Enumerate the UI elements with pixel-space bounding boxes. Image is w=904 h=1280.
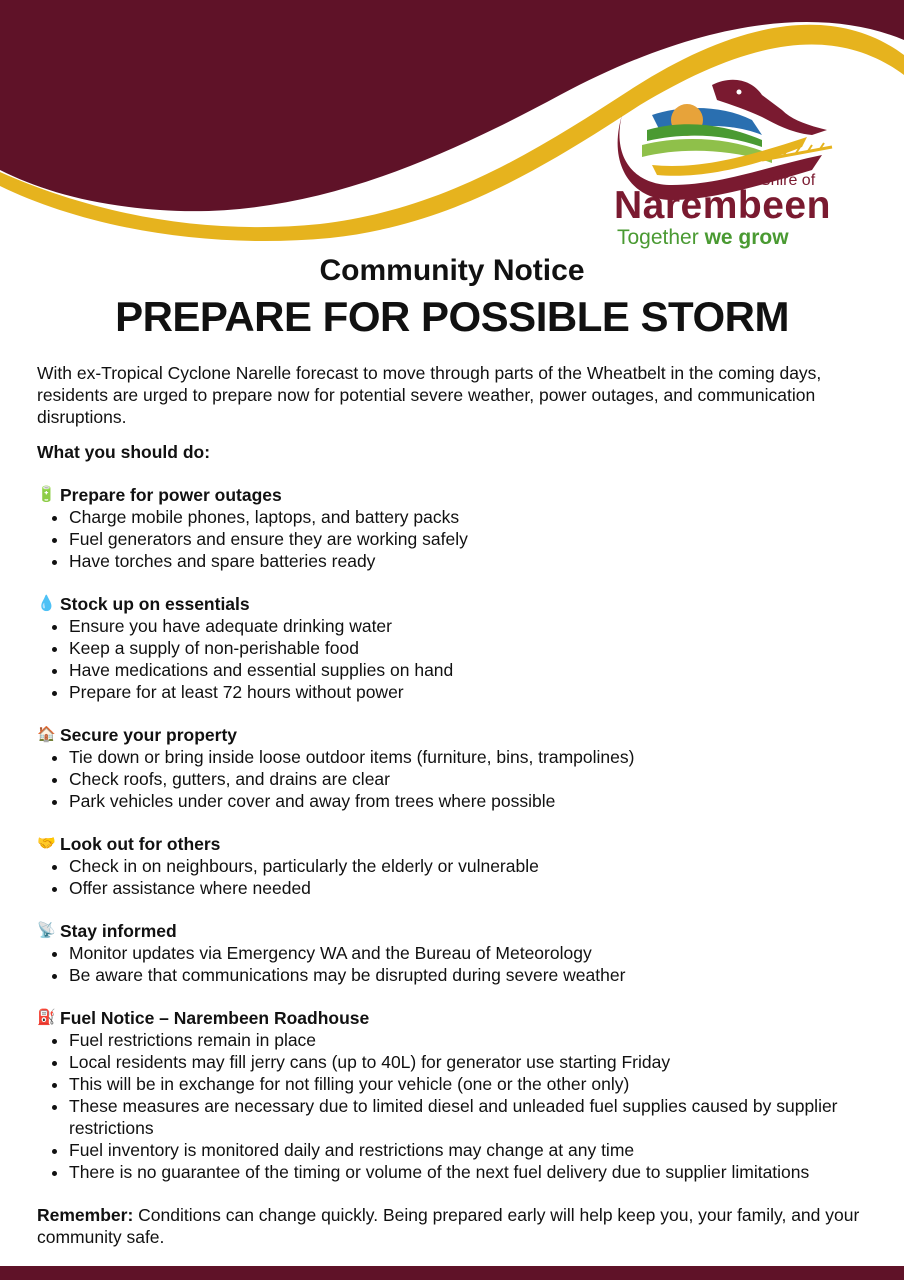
logo-name: Narembeen	[614, 184, 831, 227]
notice-subtitle: Community Notice	[319, 254, 585, 287]
list-item: • Check in on neighbours, particularly the elderly or vulnerable	[69, 855, 877, 877]
bullet-list	[37, 855, 877, 899]
list-item: • Keep a supply of non-perishable food	[69, 637, 877, 659]
list-item: • There is no guarantee of the timing or volume of the next fuel delivery due to supplier limitations	[69, 1161, 877, 1183]
bullet-list	[37, 746, 877, 812]
section-heading	[37, 833, 877, 855]
list-item: • Monitor updates via Emergency WA and the Bureau of Meteorology	[69, 942, 877, 964]
sections-list	[37, 484, 877, 1183]
list-item: • Offer assistance where needed	[69, 877, 877, 899]
satellite-icon: 📡	[37, 922, 56, 939]
section-heading-text: Stay informed	[60, 921, 177, 941]
list-item: • Have torches and spare batteries ready	[69, 550, 877, 572]
fuel-pump-icon: ⛽	[37, 1009, 56, 1026]
section-heading-text: Secure your property	[60, 725, 237, 745]
list-item: • Park vehicles under cover and away from trees where possible	[69, 790, 877, 812]
what-you-should-do-heading: What you should do:	[37, 442, 211, 462]
remember-label: Remember:	[37, 1205, 134, 1225]
water-drop-icon: 💧	[37, 595, 56, 612]
section	[37, 833, 877, 899]
bullet-list	[37, 1029, 877, 1183]
list-item: • Fuel restrictions remain in place	[69, 1029, 877, 1051]
footer-bar	[0, 1266, 904, 1280]
logo-tagline	[617, 226, 789, 250]
list-item: • This will be in exchange for not filling your vehicle (one or the other only)	[69, 1073, 877, 1095]
tagline-bold: we grow	[704, 226, 789, 249]
list-item: • Prepare for at least 72 hours without power	[69, 681, 877, 703]
list-item: • Check roofs, gutters, and drains are clear	[69, 768, 877, 790]
bullet-list	[37, 506, 877, 572]
list-item: • Be aware that communications may be disrupted during severe weather	[69, 964, 877, 986]
notice-title: PREPARE FOR POSSIBLE STORM	[115, 293, 789, 340]
list-item: • Have medications and essential supplies on hand	[69, 659, 877, 681]
list-item: • Local residents may fill jerry cans (up to 40L) for generator use starting Friday	[69, 1051, 877, 1073]
list-item: • Tie down or bring inside loose outdoor items (furniture, bins, trampolines)	[69, 746, 877, 768]
section	[37, 920, 877, 986]
section-heading	[37, 920, 877, 942]
section	[37, 484, 877, 572]
tagline-pre: Together	[617, 226, 699, 249]
remember-text: Conditions can change quickly. Being prepared early will help keep you, your family, and your community safe.	[37, 1205, 860, 1247]
section-heading-text: Fuel Notice – Narembeen Roadhouse	[60, 1008, 370, 1028]
list-item: • Charge mobile phones, laptops, and battery packs	[69, 506, 877, 528]
section	[37, 593, 877, 703]
list-item: • Fuel generators and ensure they are working safely	[69, 528, 877, 550]
section-heading	[37, 484, 877, 506]
section-heading	[37, 1007, 877, 1029]
intro-paragraph: With ex-Tropical Cyclone Narelle forecast to move through parts of the Wheatbelt in the coming days, residents are urged to prepare now for potential severe weather, power outages, and communication disruptions.	[37, 363, 822, 427]
handshake-icon: 🤝	[37, 835, 56, 852]
battery-icon: 🔋	[37, 486, 56, 503]
house-icon: 🏠	[37, 726, 56, 743]
list-item: • Fuel inventory is monitored daily and restrictions may change at any time	[69, 1139, 877, 1161]
section-heading-text: Prepare for power outages	[60, 485, 282, 505]
bullet-list	[37, 942, 877, 986]
remember-paragraph	[37, 1204, 877, 1248]
section-heading	[37, 724, 877, 746]
section	[37, 1007, 877, 1183]
list-item: • These measures are necessary due to limited diesel and unleaded fuel supplies caused by supplier restrictions	[69, 1095, 877, 1139]
section-heading-text: Look out for others	[60, 834, 221, 854]
notice-body	[37, 362, 877, 1248]
bullet-list	[37, 615, 877, 703]
section-heading-text: Stock up on essentials	[60, 594, 250, 614]
section-heading	[37, 593, 877, 615]
section	[37, 724, 877, 812]
logo-shire-of: Shire of	[760, 172, 816, 189]
list-item: • Ensure you have adequate drinking water	[69, 615, 877, 637]
